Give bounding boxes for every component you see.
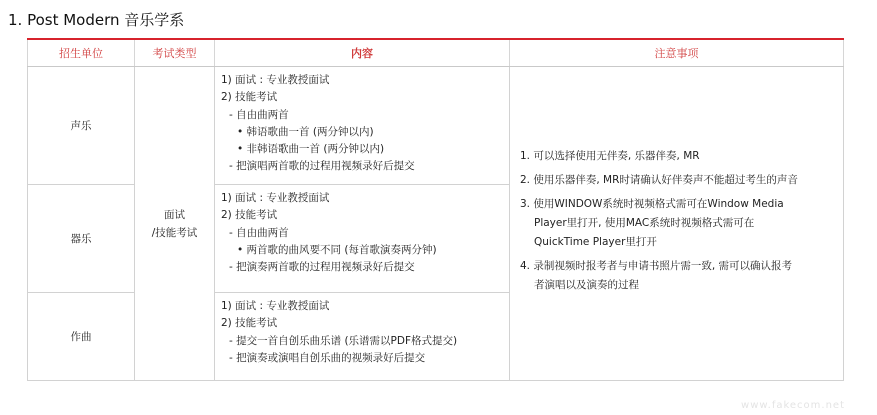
content-line: 1) 面试 : 专业教授面试 — [221, 192, 330, 204]
content-line: - 提交一首自创乐曲乐谱 (乐谱需以PDF格式提交) — [229, 334, 458, 347]
unit-instrumental: 器乐 — [28, 185, 135, 293]
content-line: 2) 技能考试 — [221, 209, 278, 222]
content-line: 1) 面试 : 专业教授面试 — [221, 74, 330, 86]
content-instrumental — [215, 185, 510, 293]
note-item — [520, 257, 833, 295]
note-line: QuickTime Player里打开 — [534, 236, 657, 248]
notes-cell — [510, 67, 844, 381]
note-line: Player里打开, 使用MAC系统时视频格式需可在 — [534, 217, 755, 229]
note-item — [520, 147, 833, 166]
content-line: 2) 技能考试 — [221, 317, 278, 330]
content-line: 2) 技能考试 — [221, 91, 278, 104]
table-row — [28, 67, 844, 185]
content-line: - 把演奏两首歌的过程用视频录好后提交 — [229, 261, 415, 274]
content-line: • 韩语歌曲一首 (两分钟以内) — [237, 125, 374, 138]
content-line: • 非韩语歌曲一首 (两分钟以内) — [237, 143, 385, 156]
content-line: - 把演奏或演唱自创乐曲的视频录好后提交 — [229, 351, 426, 364]
content-composition — [215, 293, 510, 381]
exam-type-line: /技能考试 — [151, 227, 198, 239]
note-item — [520, 171, 833, 190]
note-line: 1. 可以选择使用无伴奏, 乐器伴奏, MR — [520, 150, 700, 162]
note-item — [520, 195, 833, 252]
header-row — [28, 39, 844, 67]
exam-type-line: 面试 — [164, 209, 185, 221]
header-unit: 招生单位 — [28, 39, 135, 67]
content-line: - 自由曲两首 — [229, 108, 289, 121]
exam-type-cell — [135, 67, 215, 381]
content-line: - 把演唱两首歌的过程用视频录好后提交 — [229, 160, 415, 173]
content-line: 1) 面试 : 专业教授面试 — [221, 300, 330, 312]
header-exam-type: 考试类型 — [135, 39, 215, 67]
note-line: 4. 录制视频时报考者与申请书照片需一致, 需可以确认报考 — [520, 260, 793, 272]
header-content: 内容 — [215, 39, 510, 67]
admission-table — [27, 38, 844, 381]
note-line: 2. 使用乐器伴奏, MR时请确认好伴奏声不能超过考生的声音 — [520, 174, 798, 186]
content-line: - 自由曲两首 — [229, 226, 289, 239]
note-line: 者演唱以及演奏的过程 — [534, 279, 639, 291]
content-line: • 两首歌的曲风要不同 (每首歌演奏两分钟) — [237, 243, 437, 256]
unit-composition: 作曲 — [28, 293, 135, 381]
section-title: 1. Post Modern 音乐学系 — [8, 11, 185, 29]
unit-vocal: 声乐 — [28, 67, 135, 185]
content-vocal — [215, 67, 510, 185]
watermark: www.fakecom.net — [741, 400, 845, 411]
note-line: 3. 使用WINDOW系统时视频格式需可在Window Media — [520, 198, 784, 210]
header-notes: 注意事项 — [510, 39, 844, 67]
